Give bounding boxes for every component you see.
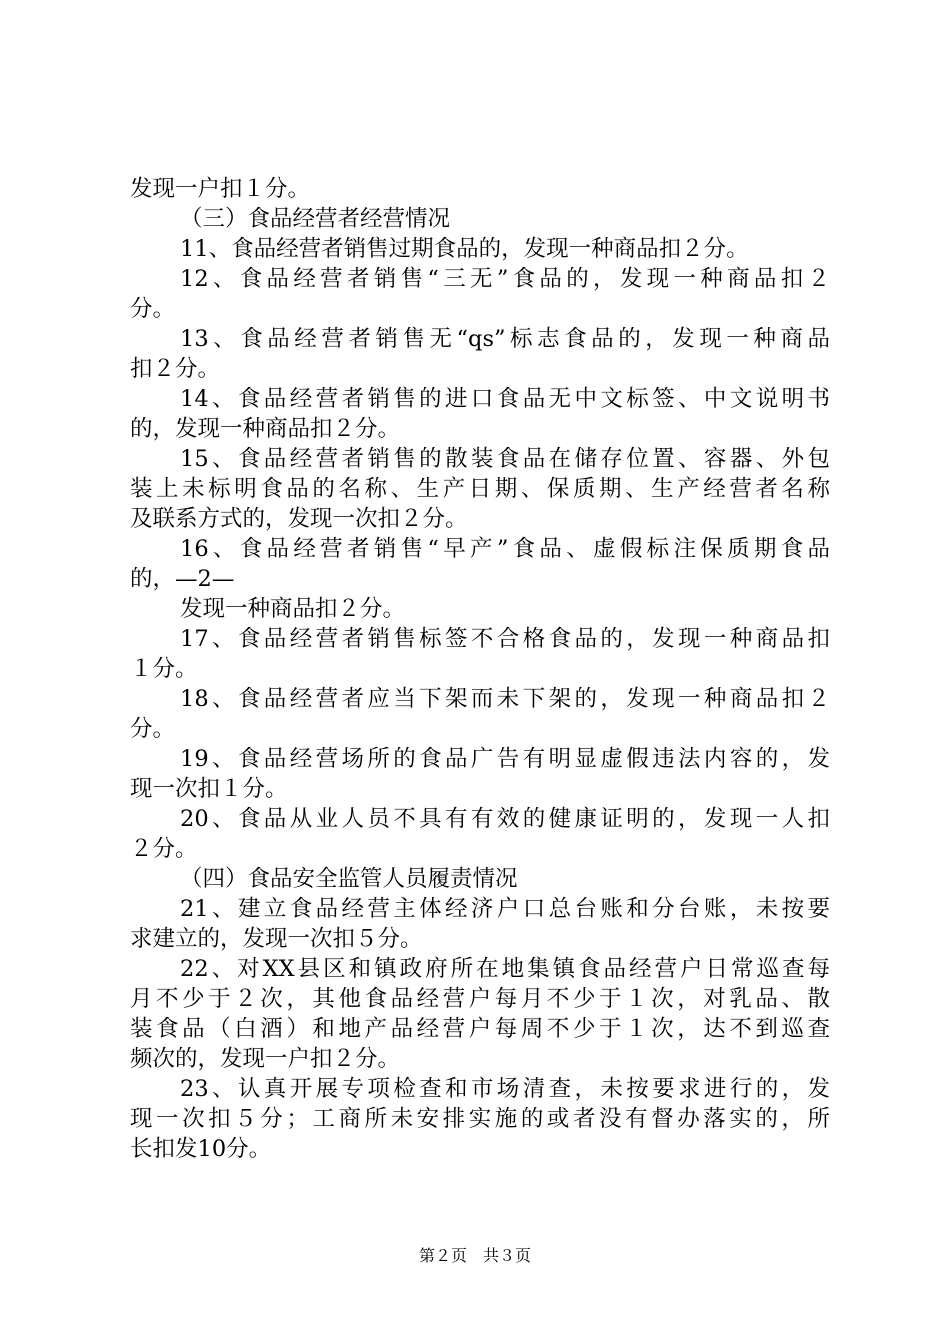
document-body: [130, 174, 830, 1164]
text-line: 23、认真开展专项检查和市场清查，未按要求进行的，发: [180, 1076, 830, 1102]
text-line: １分。: [130, 656, 198, 682]
text-line: 现一次扣５分；工商所未安排实施的或者没有督办落实的，所: [130, 1106, 830, 1132]
text-line: 22、对XX县区和镇政府所在地集镇食品经营户日常巡查每: [180, 956, 830, 982]
text-line: 发现一户扣１分。: [130, 176, 311, 202]
text-line: 19、食品经营场所的食品广告有明显虚假违法内容的，发: [180, 746, 830, 772]
text-line: 及联系方式的，发现一次扣２分。: [130, 506, 468, 532]
text-line: 的，发现一种商品扣２分。: [130, 416, 401, 442]
page-footer: 第２页 共３页: [418, 1246, 531, 1265]
text-line: 分。: [130, 716, 176, 742]
text-line: 14、食品经营者销售的进口食品无中文标签、中文说明书: [180, 386, 830, 412]
text-line: 21、建立食品经营主体经济户口总台账和分台账，未按要: [180, 896, 830, 922]
text-line: 求建立的，发现一次扣５分。: [130, 926, 423, 952]
text-line: 分。: [130, 296, 176, 322]
text-line: （三）食品经营者经营情况: [180, 206, 451, 232]
text-line: ２分。: [130, 836, 198, 862]
text-line: 12、食品经营者销售“三无”食品的，发现一种商品扣２: [180, 266, 830, 292]
text-line: （四）食品安全监管人员履责情况: [180, 866, 518, 892]
text-line: 扣２分。: [130, 356, 221, 382]
text-line: 长扣发10分。: [130, 1136, 272, 1162]
text-line: 16、食品经营者销售“早产”食品、虚假标注保质期食品: [180, 536, 830, 562]
text-line: 发现一种商品扣２分。: [180, 596, 406, 622]
text-line: 的，—2—: [130, 566, 235, 592]
text-line: 20、食品从业人员不具有有效的健康证明的，发现一人扣: [180, 806, 830, 832]
text-line: 装食品（白酒）和地产品经营户每周不少于１次，达不到巡查: [130, 1016, 830, 1042]
text-line: 13、食品经营者销售无“qs”标志食品的，发现一种商品: [180, 326, 830, 352]
text-line: 装上未标明食品的名称、生产日期、保质期、生产经营者名称: [130, 476, 830, 502]
text-line: 18、食品经营者应当下架而未下架的，发现一种商品扣２: [180, 686, 830, 712]
text-line: 17、食品经营者销售标签不合格食品的，发现一种商品扣: [180, 626, 830, 652]
text-line: 月不少于２次，其他食品经营户每月不少于１次，对乳品、散: [130, 986, 830, 1012]
text-line: 频次的，发现一户扣２分。: [130, 1046, 401, 1072]
text-line: 现一次扣１分。: [130, 776, 288, 802]
text-line: 15、食品经营者销售的散装食品在储存位置、容器、外包: [180, 446, 830, 472]
text-line: 11、食品经营者销售过期食品的，发现一种商品扣２分。: [180, 236, 749, 262]
